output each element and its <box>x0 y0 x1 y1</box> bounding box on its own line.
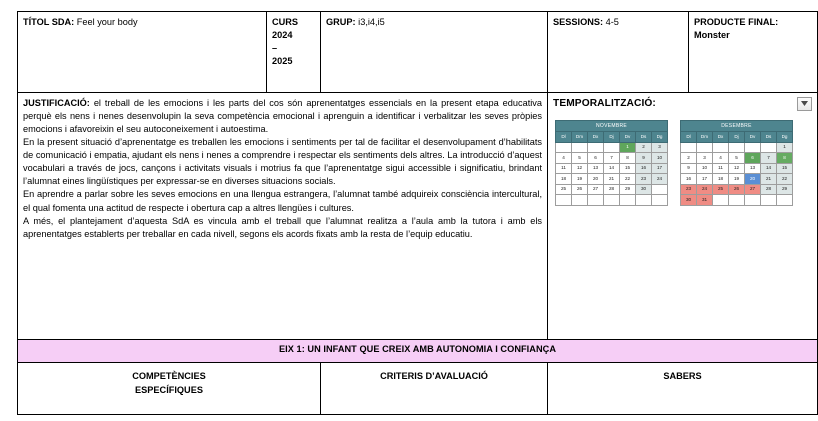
calendar-day-cell[interactable]: 27 <box>588 184 604 195</box>
calendar-blank-cell <box>713 195 729 206</box>
titol-sda-label: TÍTOL SDA: <box>23 17 75 27</box>
justificacio-paragraph-1 <box>23 97 542 136</box>
calendar-dow-dx: Dx <box>588 132 604 143</box>
justificacio-paragraph-2: En la present situació d’aprenentatge es treballen les emocions i sentiments per tal de facilitar el desenvolupament d’habilitats de comunicació i empatia, ajudant els nens i nenes a comprendre i respectar els sentiments dels altres. La introducció d’aquest vocabulari a través de jocs, cançons i activitats visuals i motrius fa que l’aprenentatge sigui accessible i significatiu, brindant l’alumnat eines lingüístiques per expressar-se en diverses situacions socials. <box>23 137 542 187</box>
calendar-day-cell[interactable]: 21 <box>761 174 777 185</box>
calendar-day-cell[interactable]: 10 <box>652 153 668 164</box>
eix-row <box>18 340 818 363</box>
calendar-day-cell[interactable]: 29 <box>620 184 636 195</box>
calendar-dow-dl: Dl <box>556 132 572 143</box>
calendar-week-row <box>556 163 668 174</box>
calendar-day-cell[interactable]: 17 <box>652 163 668 174</box>
calendar-blank-cell <box>620 195 636 206</box>
calendar-day-cell[interactable]: 20 <box>588 174 604 185</box>
calendar-day-cell[interactable]: 6 <box>745 153 761 164</box>
temporalitzacio-cell <box>548 93 818 340</box>
calendar-day-cell[interactable]: 28 <box>604 184 620 195</box>
calendar-dow-dm: Dm <box>572 132 588 143</box>
calendar-day-cell[interactable]: 29 <box>777 184 793 195</box>
calendar-blank-cell <box>652 195 668 206</box>
calendar-blank-cell <box>556 142 572 153</box>
grup-cell <box>321 12 548 93</box>
chevron-down-glyph <box>801 101 808 106</box>
calendar-day-cell[interactable]: 22 <box>620 174 636 185</box>
calendar-day-cell[interactable]: 11 <box>713 163 729 174</box>
calendar-day-cell[interactable]: 4 <box>556 153 572 164</box>
calendar-day-cell[interactable]: 30 <box>681 195 697 206</box>
grup-label: GRUP: <box>326 17 356 27</box>
calendar-dow-ds: Ds <box>761 132 777 143</box>
sessions-value: 4-5 <box>603 17 619 27</box>
calendar-day-cell[interactable]: 2 <box>636 142 652 153</box>
col-header-criteris: CRITERIS D’AVALUACIÓ <box>321 363 548 415</box>
calendar-day-cell[interactable]: 13 <box>745 163 761 174</box>
calendar-dow-dv: Dv <box>745 132 761 143</box>
calendar-day-cell[interactable]: 24 <box>652 174 668 185</box>
calendar-month-title: DESEMBRE <box>681 121 793 132</box>
calendar-blank-cell <box>745 195 761 206</box>
calendar-dow-dj: Dj <box>604 132 620 143</box>
calendar-day-cell[interactable]: 1 <box>777 142 793 153</box>
calendar-dow-ds: Ds <box>636 132 652 143</box>
calendar-blank-cell <box>636 195 652 206</box>
temporalitzacio-title: TEMPORALITZACIÓ: <box>553 98 656 109</box>
calendar-dow-dg: Dg <box>777 132 793 143</box>
calendar-week-row <box>556 153 668 164</box>
calendar-novembre <box>555 120 668 206</box>
calendar-group <box>553 120 812 206</box>
calendar-day-cell[interactable]: 14 <box>604 163 620 174</box>
calendar-blank-cell <box>572 142 588 153</box>
header-row <box>18 12 818 93</box>
calendar-blank-cell <box>761 195 777 206</box>
calendar-dow-dj: Dj <box>729 132 745 143</box>
calendar-dow-dx: Dx <box>713 132 729 143</box>
calendar-week-row <box>681 163 793 174</box>
calendar-blank-cell <box>729 142 745 153</box>
calendar-blank-cell <box>729 195 745 206</box>
calendar-blank-cell <box>745 142 761 153</box>
calendar-day-cell[interactable]: 30 <box>636 184 652 195</box>
calendar-week-row <box>681 195 793 206</box>
body-row <box>18 93 818 340</box>
calendar-dow-dl: Dl <box>681 132 697 143</box>
calendar-blank-cell <box>652 184 668 195</box>
calendar-day-cell[interactable]: 2 <box>681 153 697 164</box>
calendar-day-cell[interactable]: 8 <box>777 153 793 164</box>
calendar-blank-cell <box>697 142 713 153</box>
calendar-day-cell[interactable]: 20 <box>745 174 761 185</box>
calendar-blank-cell <box>604 142 620 153</box>
curs-cell <box>267 12 321 93</box>
calendar-day-cell[interactable]: 19 <box>572 174 588 185</box>
calendar-dow-dm: Dm <box>697 132 713 143</box>
calendar-day-cell[interactable]: 16 <box>636 163 652 174</box>
calendar-day-cell[interactable]: 25 <box>556 184 572 195</box>
calendar-week-row <box>681 184 793 195</box>
calendar-day-cell[interactable]: 16 <box>681 174 697 185</box>
titol-sda-value: Feel your body <box>74 17 138 27</box>
justificacio-cell <box>18 93 548 340</box>
calendar-dow-dg: Dg <box>652 132 668 143</box>
column-headers-row <box>18 363 818 415</box>
calendar-day-cell[interactable]: 1 <box>620 142 636 153</box>
calendar-month-title: NOVEMBRE <box>556 121 668 132</box>
calendar-week-row <box>681 142 793 153</box>
calendar-blank-cell <box>556 195 572 206</box>
calendar-blank-cell <box>604 195 620 206</box>
calendar-day-cell[interactable]: 23 <box>636 174 652 185</box>
calendar-week-row <box>556 142 668 153</box>
producte-final-cell <box>689 12 818 93</box>
calendar-blank-cell <box>588 142 604 153</box>
chevron-down-icon[interactable] <box>797 97 812 111</box>
calendar-day-cell[interactable]: 31 <box>697 195 713 206</box>
calendar-day-cell[interactable]: 26 <box>729 184 745 195</box>
grup-value: i3,i4,i5 <box>355 17 385 27</box>
calendar-day-cell[interactable]: 3 <box>697 153 713 164</box>
calendar-week-row <box>681 153 793 164</box>
competencies-line-2: ESPECÍFIQUES <box>135 384 203 395</box>
col-header-competencies <box>18 363 321 415</box>
calendar-day-cell[interactable]: 7 <box>604 153 620 164</box>
calendar-day-cell[interactable]: 24 <box>697 184 713 195</box>
producte-final-value: Monster <box>694 30 730 41</box>
calendar-day-cell[interactable]: 14 <box>761 163 777 174</box>
justificacio-paragraph-4: A més, el plantejament d’aquesta SdA es vincula amb el treball que l’alumnat realitza a l’aula amb la tutora i amb els aprenentatges establerts per treballar en cada nivell, segons els acords fixats amb la resta de l’equip educatiu. <box>23 215 542 239</box>
calendar-day-cell[interactable]: 10 <box>697 163 713 174</box>
producte-final-label: PRODUCTE FINAL: <box>694 17 779 27</box>
calendar-day-cell[interactable]: 4 <box>713 153 729 164</box>
calendar-day-cell[interactable]: 15 <box>620 163 636 174</box>
competencies-line-1: COMPETÈNCIES <box>132 371 206 381</box>
col-header-sabers: SABERS <box>548 363 818 415</box>
calendar-dow-dv: Dv <box>620 132 636 143</box>
calendar-day-cell[interactable]: 21 <box>604 174 620 185</box>
calendar-day-cell[interactable]: 22 <box>777 174 793 185</box>
calendar-title-row <box>556 121 668 132</box>
eix-banner: EIX 1: UN INFANT QUE CREIX AMB AUTONOMIA I CONFIANÇA <box>18 340 818 363</box>
sessions-label: SESSIONS: <box>553 17 604 27</box>
calendar-day-cell[interactable]: 27 <box>745 184 761 195</box>
calendar-day-cell[interactable]: 9 <box>636 153 652 164</box>
calendar-day-cell[interactable]: 28 <box>761 184 777 195</box>
calendar-blank-cell <box>761 142 777 153</box>
calendar-day-cell[interactable]: 19 <box>729 174 745 185</box>
calendar-day-cell[interactable]: 15 <box>777 163 793 174</box>
calendar-desembre <box>680 120 793 206</box>
curs-dash: – <box>272 43 278 54</box>
calendar-day-cell[interactable]: 3 <box>652 142 668 153</box>
justificacio-paragraph-3: En aprendre a parlar sobre les seves emocions en una llengua estrangera, l’alumnat també adquireix consciència intercultural, el qual fomenta una actitud de respecte i obertura cap a altres llengües i cultures. <box>23 189 542 213</box>
calendar-day-cell[interactable]: 7 <box>761 153 777 164</box>
calendar-day-cell[interactable]: 11 <box>556 163 572 174</box>
calendar-day-cell[interactable]: 6 <box>588 153 604 164</box>
calendar-day-cell[interactable]: 26 <box>572 184 588 195</box>
calendar-day-cell[interactable]: 5 <box>572 153 588 164</box>
sda-table <box>17 11 818 415</box>
curs-year-end: 2025 <box>272 56 293 67</box>
calendar-week-row <box>681 174 793 185</box>
titol-sda-cell <box>18 12 267 93</box>
calendar-dow-row <box>681 132 793 143</box>
calendar-blank-cell <box>713 142 729 153</box>
calendar-day-cell[interactable]: 5 <box>729 153 745 164</box>
calendar-blank-cell <box>588 195 604 206</box>
calendar-blank-cell <box>681 142 697 153</box>
calendar-dow-row <box>556 132 668 143</box>
calendar-day-cell[interactable]: 18 <box>713 174 729 185</box>
calendar-day-cell[interactable]: 17 <box>697 174 713 185</box>
justificacio-text-1: el treball de les emocions i les parts del cos són aprenentatges essencials en la present etapa educativa perquè els nens i nenes desenvolupin la seva competència emocional i aprenguin a identificar i verbalitzar les seves pròpies emocions i afavoreixin el seu autoconeixement i autoestima. <box>23 98 542 135</box>
calendar-day-cell[interactable]: 12 <box>729 163 745 174</box>
calendar-week-row <box>556 174 668 185</box>
justificacio-label: JUSTIFICACIÓ: <box>23 98 90 108</box>
curs-label: CURS <box>272 17 299 27</box>
calendar-title-row <box>681 121 793 132</box>
sessions-cell <box>548 12 689 93</box>
calendar-week-row <box>556 195 668 206</box>
curs-year-start: 2024 <box>272 30 293 41</box>
calendar-day-cell[interactable]: 8 <box>620 153 636 164</box>
calendar-blank-cell <box>572 195 588 206</box>
calendar-day-cell[interactable]: 25 <box>713 184 729 195</box>
calendar-week-row <box>556 184 668 195</box>
calendar-day-cell[interactable]: 12 <box>572 163 588 174</box>
calendar-day-cell[interactable]: 18 <box>556 174 572 185</box>
calendar-day-cell[interactable]: 9 <box>681 163 697 174</box>
calendar-day-cell[interactable]: 13 <box>588 163 604 174</box>
calendar-blank-cell <box>777 195 793 206</box>
calendar-day-cell[interactable]: 23 <box>681 184 697 195</box>
